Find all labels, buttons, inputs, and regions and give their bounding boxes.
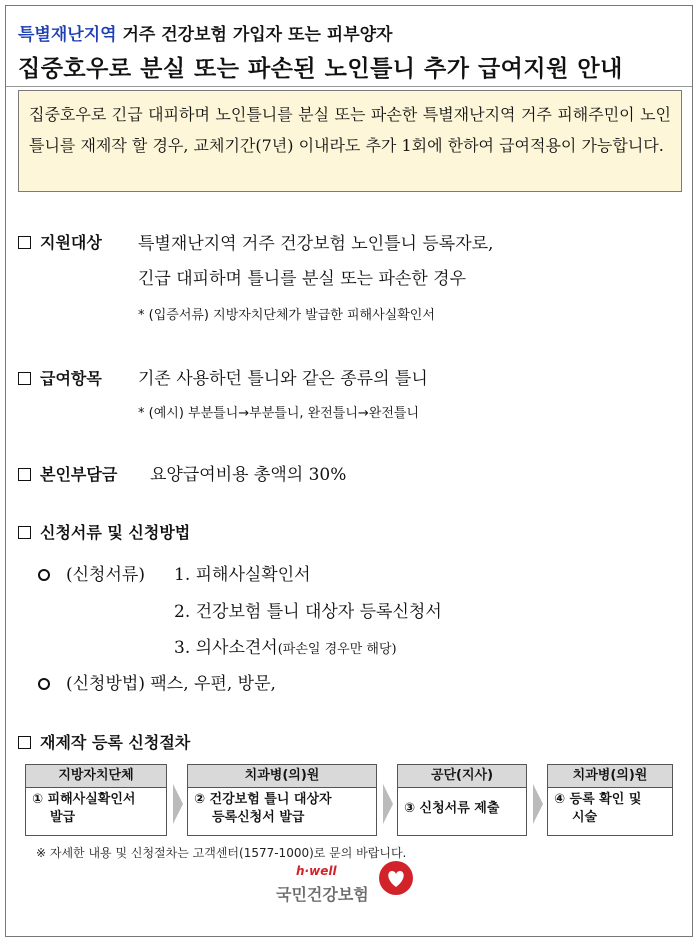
section-copay xyxy=(18,462,117,485)
step-3-head: 공단(지사) xyxy=(398,765,526,788)
step-4-head: 치과병(의)원 xyxy=(548,765,672,788)
subtitle-rest: 거주 건강보험 가입자 또는 피부양자 xyxy=(122,25,393,45)
section-application xyxy=(18,520,190,543)
logo-name: 국민건강보험 xyxy=(276,885,369,904)
flow-arrow-icon xyxy=(383,784,393,824)
support-target-note: * (입증서류) 지방자치단체가 발급한 피해사실확인서 xyxy=(138,308,435,323)
benefit-item-text: 기존 사용하던 틀니와 같은 종류의 틀니 xyxy=(138,369,428,389)
section-support-target xyxy=(18,230,102,253)
step-1-body xyxy=(26,788,166,830)
support-target-heading: 지원대상 xyxy=(40,233,102,252)
page-title: 집중호우로 분실 또는 파손된 노인틀니 추가 급여지원 안내 xyxy=(18,56,623,82)
doc-item-3 xyxy=(174,633,397,658)
procedure-step-4 xyxy=(547,764,673,836)
heart-logo-icon xyxy=(376,858,416,898)
step-2-line2: 등록신청서 발급 xyxy=(212,810,305,825)
step-4-body xyxy=(548,788,672,830)
step-1-head: 지방자치단체 xyxy=(26,765,166,788)
logo-tagline: h·well xyxy=(296,864,337,878)
step-3-line1: ③ 신청서류 제출 xyxy=(404,801,500,816)
flow-arrow-icon xyxy=(173,784,183,824)
checkbox-square-icon xyxy=(18,372,31,385)
application-docs-row xyxy=(38,560,145,585)
section-procedure xyxy=(18,730,190,753)
step-2-head: 치과병(의)원 xyxy=(188,765,376,788)
procedure-step-2 xyxy=(187,764,377,836)
support-target-line2: 긴급 대피하며 틀니를 분실 또는 파손한 경우 xyxy=(138,269,467,289)
circle-bullet-icon xyxy=(38,678,50,690)
region-label: 특별재난지역 xyxy=(18,25,117,45)
application-heading: 신청서류 및 신청방법 xyxy=(40,523,191,542)
nhis-logo xyxy=(276,858,426,924)
application-method-row xyxy=(38,669,276,694)
support-target-line1: 특별재난지역 거주 건강보험 노인틀니 등록자로, xyxy=(138,234,494,254)
procedure-flow xyxy=(25,764,675,836)
method-label: (신청방법) xyxy=(66,674,145,694)
step-4-line2: 시술 xyxy=(572,810,598,825)
checkbox-square-icon xyxy=(18,526,31,539)
method-values: 팩스, 우편, 방문, xyxy=(150,674,276,694)
circle-bullet-icon xyxy=(38,569,50,581)
doc-item-3-main: 3. 의사소견서 xyxy=(174,638,278,658)
header xyxy=(6,6,692,87)
step-2-line1: ② 건강보험 틀니 대상자 xyxy=(194,792,332,807)
footer-note: ※ 자세한 내용 및 신청절차는 고객센터(1577-1000)로 문의 바랍니다. xyxy=(36,846,407,860)
benefit-item-heading: 급여항목 xyxy=(40,369,102,388)
docs-label: (신청서류) xyxy=(66,565,145,585)
doc-item-3-sub: (파손일 경우만 해당) xyxy=(277,642,397,657)
copay-text: 요양급여비용 총액의 30% xyxy=(150,465,347,485)
step-1-line2: 발급 xyxy=(50,810,76,825)
flow-arrow-icon xyxy=(533,784,543,824)
checkbox-square-icon xyxy=(18,736,31,749)
section-benefit-item xyxy=(18,366,102,389)
step-2-body xyxy=(188,788,376,830)
benefit-item-note: * (예시) 부분틀니→부분틀니, 완전틀니→완전틀니 xyxy=(138,406,420,421)
checkbox-square-icon xyxy=(18,468,31,481)
doc-item-2: 2. 건강보험 틀니 대상자 등록신청서 xyxy=(174,602,442,622)
doc-item-1: 1. 피해사실확인서 xyxy=(174,565,311,585)
procedure-step-1 xyxy=(25,764,167,836)
step-4-line1: ④ 등록 확인 및 xyxy=(554,792,642,807)
procedure-heading: 재제작 등록 신청절차 xyxy=(40,733,191,752)
intro-box: 집중호우로 긴급 대피하며 노인틀니를 분실 또는 파손한 특별재난지역 거주 피해주민이 노인틀니를 재제작 할 경우, 교체기간(7년) 이내라도 추가 1회에 한하여 급여적용이 가능합니다. xyxy=(18,90,682,192)
checkbox-square-icon xyxy=(18,236,31,249)
step-1-line1: ① 피해사실확인서 xyxy=(32,792,136,807)
header-subtitle xyxy=(18,20,392,45)
copay-heading: 본인부담금 xyxy=(40,465,118,484)
procedure-step-3 xyxy=(397,764,527,836)
step-3-body xyxy=(398,788,526,821)
